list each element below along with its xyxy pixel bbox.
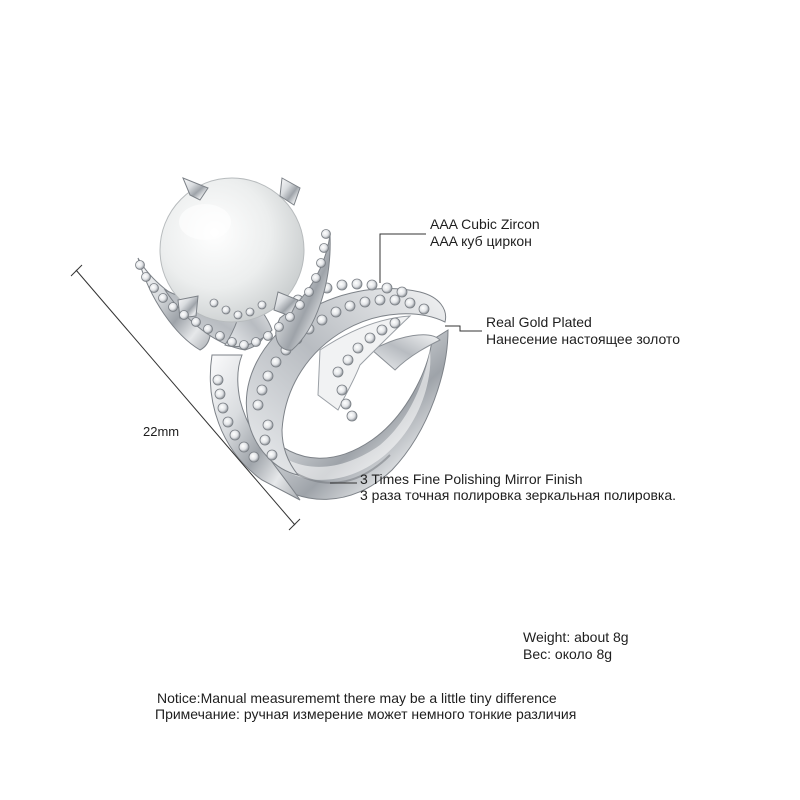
leader-line-gold [445,326,482,331]
gold-plated-label-ru: Нанесение настоящее золото [486,331,680,347]
polish-label-en: 3 Times Fine Polishing Mirror Finish [360,471,583,487]
weight-label-en: Weight: about 8g [523,629,629,645]
pave-band [246,289,445,475]
gold-plated-label-en: Real Gold Plated [486,314,592,330]
notice-text-en: Notice:Manual measurememt there may be a little tiny difference [157,690,557,706]
leader-line-zircon [380,234,426,283]
zircon-label-en: AAA Cubic Zircon [430,216,540,232]
zircon-label-ru: AAA куб циркон [430,233,532,249]
polish-label-ru: 3 раза точная полировка зеркальная полировка. [360,487,677,503]
notice-text-ru: Примечание: ручная измерение может немного тонкие различия [155,706,577,722]
size-dimension-label: 22mm [143,424,180,439]
weight-label-ru: Вес: около 8g [523,646,613,662]
